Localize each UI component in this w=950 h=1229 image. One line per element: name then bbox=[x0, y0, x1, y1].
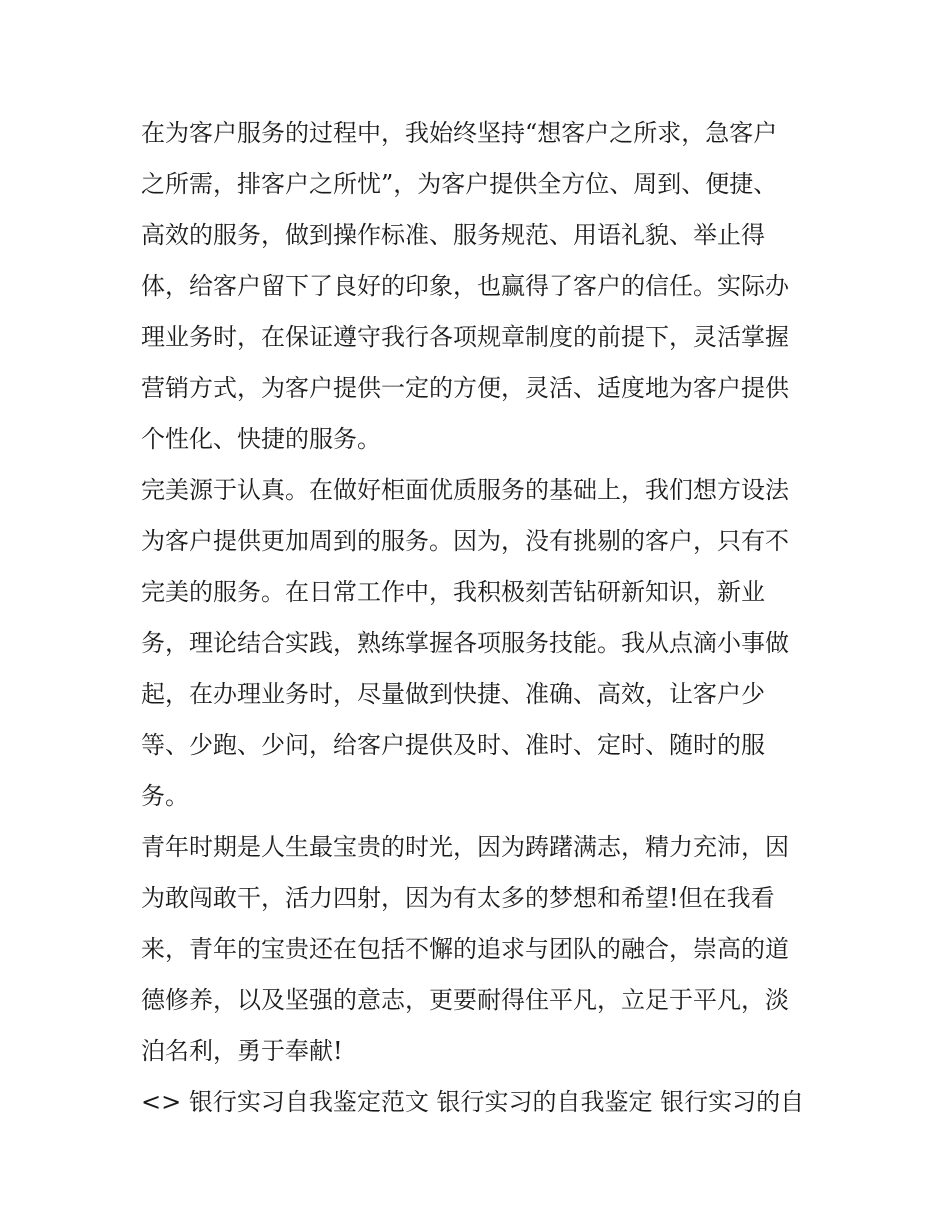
text-line: 起，在办理业务时，尽量做到快捷、准确、高效，让客户少 bbox=[141, 680, 765, 708]
text-line: 在为客户服务的过程中，我始终坚持“想客户之所求，急客户 bbox=[141, 119, 778, 147]
text-line: 务。 bbox=[141, 782, 189, 810]
text-line: 务，理论结合实践，熟练掌握各项服务技能。我从点滴小事做 bbox=[141, 629, 789, 657]
text-line: <> 银行实习自我鉴定范文 银行实习的自我鉴定 银行实习的自 bbox=[141, 1088, 805, 1116]
text-line: 理业务时，在保证遵守我行各项规章制度的前提下，灵活掌握 bbox=[141, 323, 789, 351]
text-line: 为敢闯敢干，活力四射，因为有太多的梦想和希望!但在我看 bbox=[141, 884, 775, 912]
text-line: 青年时期是人生最宝贵的时光，因为踌躇满志，精力充沛，因 bbox=[141, 833, 789, 861]
text-line: 等、少跑、少问，给客户提供及时、准时、定时、随时的服 bbox=[141, 731, 765, 759]
text-line: 来，青年的宝贵还在包括不懈的追求与团队的融合，崇高的道 bbox=[141, 935, 789, 963]
document-body bbox=[141, 108, 821, 1128]
text-line: 泊名利，勇于奉献! bbox=[141, 1037, 343, 1065]
text-line: 营销方式，为客户提供一定的方便，灵活、适度地为客户提供 bbox=[141, 374, 789, 402]
text-line: 完美源于认真。在做好柜面优质服务的基础上，我们想方设法 bbox=[141, 476, 789, 504]
text-line: 之所需，排客户之所忧”，为客户提供全方位、周到、便捷、 bbox=[141, 170, 778, 198]
text-line: 为客户提供更加周到的服务。因为，没有挑剔的客户，只有不 bbox=[141, 527, 789, 555]
text-line: 个性化、快捷的服务。 bbox=[141, 425, 381, 453]
text-line: 完美的服务。在日常工作中，我积极刻苦钻研新知识，新业 bbox=[141, 578, 765, 606]
text-line: 体，给客户留下了良好的印象，也赢得了客户的信任。实际办 bbox=[141, 272, 789, 300]
text-line: 高效的服务，做到操作标准、服务规范、用语礼貌、举止得 bbox=[141, 221, 765, 249]
text-line: 德修养，以及坚强的意志，更要耐得住平凡，立足于平凡，淡 bbox=[141, 986, 789, 1014]
